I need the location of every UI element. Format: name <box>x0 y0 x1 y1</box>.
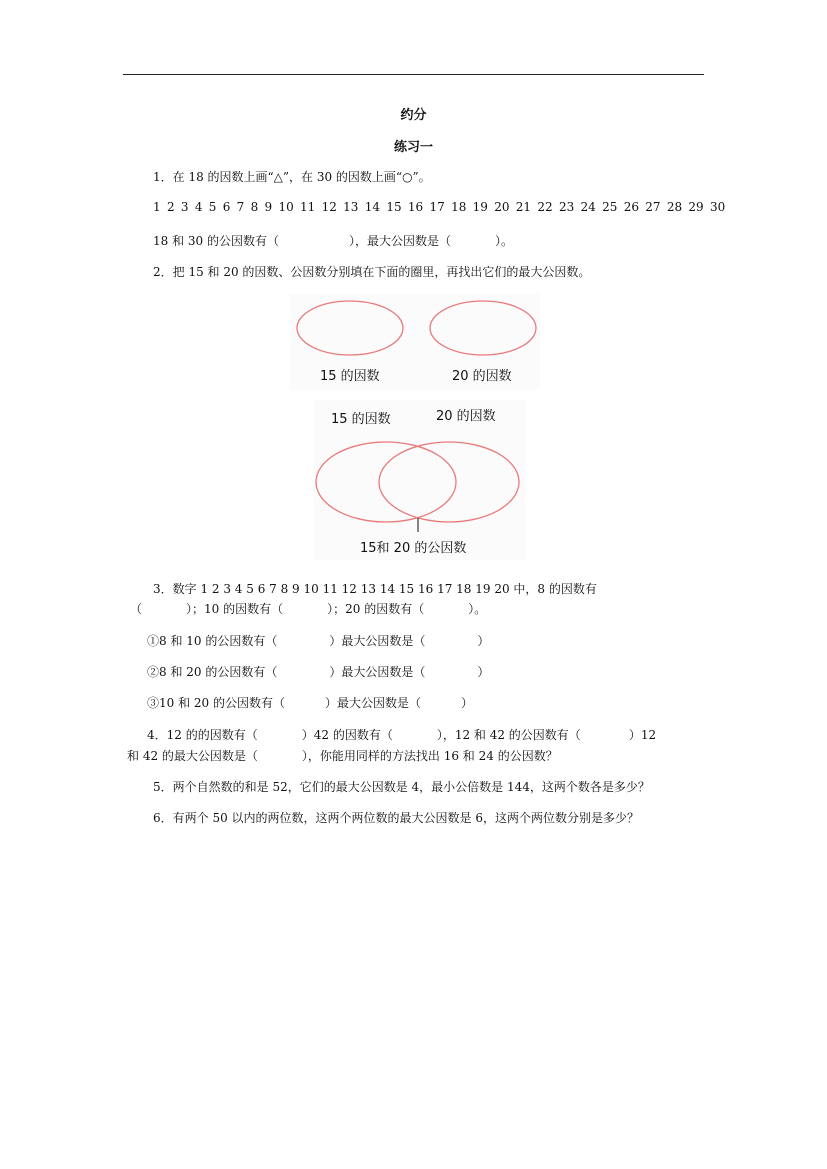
question-5-text: 5．两个自然数的和是 52，它们的最大公因数是 4，最小公倍数是 144，这两个数各是多少？ <box>153 780 650 794</box>
question-4-line-1 <box>147 726 656 743</box>
q3-sub3-max: ）最大公因数是（ <box>324 696 421 710</box>
number-item[interactable]: 15 <box>386 200 402 214</box>
venn-ellipse-20 <box>379 442 519 522</box>
number-row-1-30 <box>153 200 732 214</box>
q4-label-42: ）42 的因数有（ <box>301 728 393 742</box>
number-item[interactable]: 29 <box>688 200 704 214</box>
q4-label-common: ），12 和 42 的公因数有（ <box>436 728 581 742</box>
venn-diagram-figure <box>314 400 526 560</box>
number-item[interactable]: 20 <box>494 200 510 214</box>
q3-label-10: ）；10 的因数有（ <box>186 602 284 616</box>
label-15-factors: 15 的因数 <box>320 369 380 384</box>
number-item[interactable]: 11 <box>300 200 316 214</box>
venn-label-common-factors: 15和 20 的公因数 <box>360 541 467 556</box>
q1-common-label: 18 和 30 的公因数有（ <box>153 234 279 248</box>
q3-sub3-label: ③10 和 20 的公因数有（ <box>147 696 285 710</box>
separate-circles-figure <box>290 294 540 390</box>
number-item[interactable]: 14 <box>364 200 381 214</box>
number-item[interactable]: 3 <box>180 200 189 214</box>
q4-label-max: 和 42 的最大公因数是（ <box>127 749 258 763</box>
number-item[interactable]: 2 <box>166 200 175 214</box>
number-item[interactable]: 16 <box>407 200 424 214</box>
number-item[interactable]: 27 <box>645 200 661 214</box>
number-item[interactable]: 28 <box>666 200 683 214</box>
label-20-factors: 20 的因数 <box>452 369 512 384</box>
q3-sub2-close: ） <box>477 665 490 679</box>
question-1-text: 1．在 18 的因数上画“△”，在 30 的因数上画“○”。 <box>153 170 431 184</box>
q3-close: ）。 <box>468 602 487 616</box>
number-item[interactable]: 30 <box>710 200 726 214</box>
question-1-common-line <box>153 232 513 249</box>
number-item[interactable]: 24 <box>580 200 596 214</box>
section-title: 练习一 <box>393 140 433 155</box>
q3-sub2-label: ②8 和 20 的公因数有（ <box>147 665 278 679</box>
number-item[interactable]: 13 <box>343 200 359 214</box>
question-6-text: 6．有两个 50 以内的两位数，这两个两位数的最大公因数是 6，这两个两位数分别是多少？ <box>153 811 639 825</box>
q4-question-tail: ），你能用同样的方法找出 16 和 24 的公因数？ <box>301 749 558 763</box>
q3-sub1-close: ） <box>477 634 490 648</box>
number-item[interactable]: 7 <box>236 200 245 214</box>
q3-sub1-label: ①8 和 10 的公因数有（ <box>147 634 278 648</box>
number-item[interactable]: 26 <box>623 200 639 214</box>
number-item[interactable]: 25 <box>602 200 618 214</box>
q1-close: ）。 <box>495 234 514 248</box>
q3-open: （ <box>130 602 143 616</box>
number-item[interactable]: 22 <box>537 200 553 214</box>
number-item[interactable]: 5 <box>208 200 217 214</box>
number-item[interactable]: 6 <box>222 200 231 214</box>
question-2-text: 2．把 15 和 20 的因数、公因数分别填在下面的圈里，再找出它们的最大公因数。 <box>153 265 591 279</box>
question-3-sub-3 <box>147 694 473 711</box>
page-title: 约分 <box>400 108 427 123</box>
q3-label-20: ）；20 的因数有（ <box>327 602 425 616</box>
number-item[interactable]: 21 <box>515 200 532 214</box>
number-item[interactable]: 18 <box>451 200 467 214</box>
q3-sub2-max: ）最大公因数是（ <box>329 665 426 679</box>
number-item[interactable]: 23 <box>558 200 575 214</box>
number-item[interactable]: 1 <box>153 200 161 214</box>
ellipse-20-factors <box>430 301 536 355</box>
question-3-line-2 <box>130 600 486 617</box>
q4-label-12: 4．12 的的因数有（ <box>147 728 258 742</box>
ellipse-15-factors <box>297 301 403 355</box>
q3-sub3-close: ） <box>461 696 474 710</box>
number-item[interactable]: 10 <box>278 200 294 214</box>
question-3-sub-1 <box>147 632 489 649</box>
venn-label-15-factors: 15 的因数 <box>331 412 391 427</box>
q4-label-12-tail: ）12 <box>628 728 657 742</box>
question-3-sub-2 <box>147 663 489 680</box>
venn-label-20-factors: 20 的因数 <box>436 409 496 424</box>
number-item[interactable]: 12 <box>321 200 337 214</box>
number-item[interactable]: 4 <box>194 200 203 214</box>
number-item[interactable]: 9 <box>264 200 273 214</box>
venn-ellipse-15 <box>316 442 456 522</box>
q3-sub1-max: ）最大公因数是（ <box>329 634 426 648</box>
q1-max-label: ），最大公因数是（ <box>348 234 451 248</box>
number-item[interactable]: 8 <box>250 200 259 214</box>
number-item[interactable]: 19 <box>472 200 488 214</box>
number-item[interactable]: 17 <box>429 200 445 214</box>
question-4-line-2 <box>127 747 558 764</box>
header-rule <box>123 74 704 75</box>
question-3-text: 3．数字 1 2 3 4 5 6 7 8 9 10 11 12 13 14 15 16 17 18 19 20 中，8 的因数有 <box>153 582 597 596</box>
